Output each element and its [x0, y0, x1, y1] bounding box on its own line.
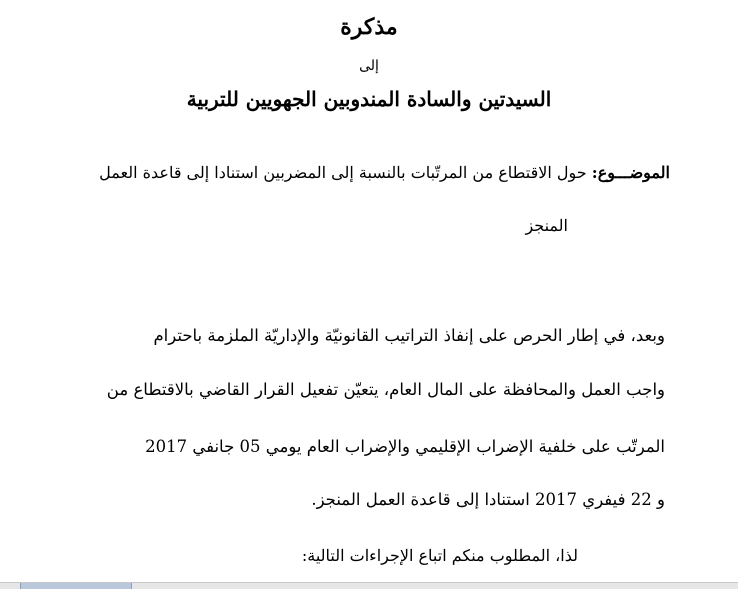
body-line-2: واجب العمل والمحافظة على المال العام، يتعيّن تفعيل القرار القاضي بالاقتطاع من	[106, 380, 665, 399]
subject-line	[99, 163, 670, 182]
closing-line: لذا، المطلوب منكم اتباع الإجراءات التالية:	[301, 546, 578, 565]
body-line-1: وبعد، في إطار الحرص على إنفاذ التراتيب القانونيّة والإداريّة الملزمة باحترام	[153, 326, 665, 345]
recipient-line: السيدتين والسادة المندوبين الجهويين للتربية	[186, 87, 552, 111]
body-line-4: و 22 فيفري 2017 استنادا إلى قاعدة العمل المنجز.	[311, 490, 665, 509]
subject-text: حول الاقتطاع من المرتّبات بالنسبة إلى المضربين استنادا إلى قاعدة العمل	[99, 163, 587, 182]
subject-continuation: المنجز	[525, 216, 568, 235]
subject-label: الموضـــوع:	[591, 163, 670, 182]
scrollbar-thumb[interactable]	[20, 583, 132, 589]
to-label: إلى	[359, 58, 379, 74]
body-line-3: المرتّب على خلفية الإضراب الإقليمي والإضراب العام يومي 05 جانفي 2017	[145, 437, 665, 456]
horizontal-scrollbar[interactable]	[0, 582, 738, 589]
memo-title: مذكرة	[340, 14, 398, 40]
